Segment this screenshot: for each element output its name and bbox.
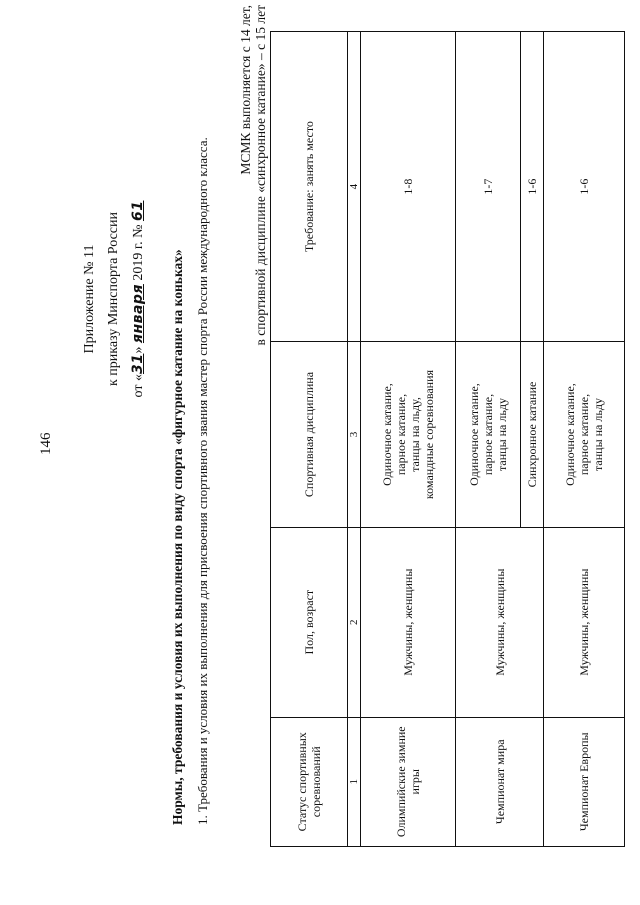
column-number: 1 [348, 717, 361, 846]
discipline-line: Одиночное катание, [563, 383, 577, 486]
table-header-row [271, 32, 348, 847]
age-note-line1: МСМК выполняется с 14 лет, [238, 5, 253, 175]
header-discipline: Спортивная дисциплина [271, 342, 348, 528]
discipline-line: танцы на льду [591, 398, 605, 471]
column-number: 3 [348, 342, 361, 528]
discipline-line: командные соревнования [422, 369, 436, 500]
cell-status: Олимпийские зимние игры [361, 717, 456, 846]
cell-place: 1-7 [456, 32, 521, 342]
cell-place: 1-8 [361, 32, 456, 342]
discipline-line: парное катание, [481, 393, 495, 476]
column-number: 4 [348, 32, 361, 342]
cell-discipline [361, 342, 456, 528]
page-number: 146 [38, 432, 54, 455]
cell-gender: Мужчины, женщины [456, 527, 544, 717]
date-year: 2019 г. № [131, 221, 146, 285]
appendix-header [78, 189, 151, 409]
cell-discipline-synchro: Синхронное катание [521, 342, 544, 528]
discipline-line: Одиночное катание, [467, 383, 481, 486]
section-subtitle: 1. Требования и условия их выполнения для присвоения спортивного звания мастер спорта России международного класса. [195, 137, 210, 825]
cell-place: 1-6 [521, 32, 544, 342]
cell-status: Чемпионат Европы [544, 717, 625, 846]
discipline-line: парное катание, [394, 393, 408, 476]
discipline-line: Одиночное катание, [380, 383, 394, 486]
date-day: 31 [130, 353, 146, 375]
cell-discipline [544, 342, 625, 528]
date-prefix: от « [131, 374, 146, 398]
header-status: Статус спортивных соревнований [271, 717, 348, 846]
cell-place: 1-6 [544, 32, 625, 342]
order-number: 61 [130, 200, 146, 222]
discipline-line: парное катание, [577, 393, 591, 476]
cell-gender: Мужчины, женщины [361, 527, 456, 717]
appendix-title: Приложение № 11 [82, 244, 97, 354]
appendix-order-ref: к приказу Минспорта России [106, 212, 121, 386]
age-note-line2: в спортивной дисциплине «синхронное катание» – с 15 лет [253, 5, 268, 346]
cell-discipline [456, 342, 521, 528]
header-gender: Пол, возраст [271, 527, 348, 717]
cell-status: Чемпионат мира [456, 717, 544, 846]
date-mid: » [131, 343, 146, 354]
appendix-date [126, 189, 151, 409]
table-row [361, 32, 456, 847]
requirements-table [270, 31, 625, 847]
column-number: 2 [348, 527, 361, 717]
date-month: января [130, 284, 146, 344]
cell-gender: Мужчины, женщины [544, 527, 625, 717]
table-row [456, 32, 521, 847]
discipline-line: танцы на льду [495, 398, 509, 471]
discipline-line: танцы на льду, [408, 397, 422, 472]
document-title: Нормы, требования и условия их выполнения по виду спорта «фигурное катание на коньках» [170, 249, 185, 825]
header-place: Требование: занять место [271, 32, 348, 342]
column-number-row [348, 32, 361, 847]
table-row [544, 32, 625, 847]
